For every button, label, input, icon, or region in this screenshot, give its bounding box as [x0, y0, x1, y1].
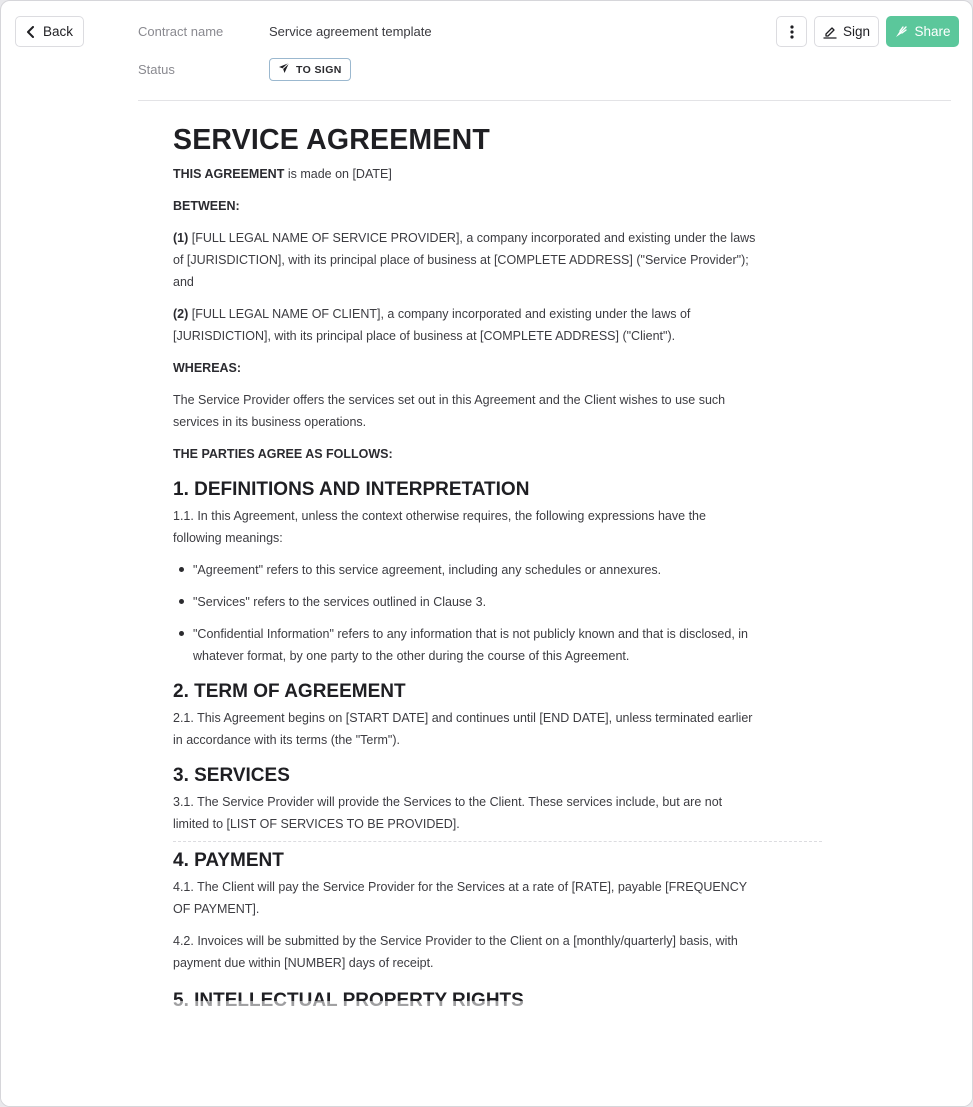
- party-2-paragraph: [173, 303, 758, 347]
- whereas-paragraph: The Service Provider offers the services set out in this Agreement and the Client wishes to use such services in its business operations.: [173, 393, 726, 429]
- list-item: "Confidential Information" refers to any information that is not publicly known and that is disclosed, in whatever format, by one party to the other during the course of this Agreement.: [173, 623, 758, 667]
- sign-label: Sign: [842, 24, 871, 39]
- section-2-title: 2. TERM OF AGREEMENT: [173, 681, 406, 702]
- section-4-title: 4. PAYMENT: [173, 850, 284, 871]
- between-label: BETWEEN:: [173, 199, 240, 213]
- page-break-divider: [173, 841, 822, 842]
- document-title: SERVICE AGREEMENT: [173, 124, 490, 156]
- intro-rest: is made on [DATE]: [284, 167, 392, 181]
- vertical-dots-icon: [790, 25, 794, 39]
- send-icon: [278, 62, 290, 77]
- chevron-left-icon: [26, 26, 36, 38]
- parties-agree-heading: [173, 443, 758, 465]
- sign-button[interactable]: [814, 16, 879, 47]
- list-item: "Agreement" refers to this service agreement, including any schedules or annexures.: [173, 559, 758, 581]
- section-4-paragraph-1: 4.1. The Client will pay the Service Provider for the Services at a rate of [RATE], payable [FREQUENCY OF PAYMENT].: [173, 880, 747, 916]
- party-1-text: [FULL LEGAL NAME OF SERVICE PROVIDER], a company incorporated and existing under the laws of [JURISDICTION], with its principal place of business at [COMPLETE ADDRESS] ("Service Provider"); and: [173, 231, 756, 289]
- contract-name-label: Contract name: [138, 24, 224, 39]
- party-2-text: [FULL LEGAL NAME OF CLIENT], a company incorporated and existing under the laws of [JURISDICTION], with its principal place of business at [COMPLETE ADDRESS] ("Client").: [173, 307, 691, 343]
- bottom-fade-overlay: [1, 1001, 972, 1106]
- status-label: Status: [138, 62, 175, 77]
- status-badge: [269, 58, 351, 81]
- share-icon: [894, 25, 908, 39]
- share-label: Share: [914, 24, 951, 39]
- header-divider: [138, 100, 951, 101]
- share-button[interactable]: [886, 16, 959, 47]
- intro-bold: THIS AGREEMENT: [173, 167, 285, 181]
- section-3-paragraph: 3.1. The Service Provider will provide the Services to the Client. These services include, but are not limited to [LIST OF SERVICES TO BE PROVIDED].: [173, 795, 723, 831]
- parties-agree-label: THE PARTIES AGREE AS FOLLOWS:: [173, 447, 393, 461]
- list-item: "Services" refers to the services outlined in Clause 3.: [173, 591, 758, 613]
- section-2-paragraph: 2.1. This Agreement begins on [START DATE] and continues until [END DATE], unless terminated earlier in accordance with its terms (the "Term").: [173, 711, 753, 747]
- document-body: [173, 117, 758, 1016]
- whereas-heading: [173, 357, 758, 379]
- section-1-paragraph: 1.1. In this Agreement, unless the context otherwise requires, the following expressions have the following meanings:: [173, 509, 706, 545]
- contract-name-value[interactable]: Service agreement template: [269, 24, 432, 39]
- party-2-number: (2): [173, 307, 189, 321]
- party-1-paragraph: [173, 227, 758, 293]
- whereas-label: WHEREAS:: [173, 361, 242, 375]
- definitions-list: [173, 559, 758, 667]
- section-1-title: 1. DEFINITIONS AND INTERPRETATION: [173, 479, 530, 500]
- signature-icon: [823, 25, 837, 39]
- section-3-title: 3. SERVICES: [173, 765, 290, 786]
- intro-paragraph: [173, 163, 758, 185]
- back-label: Back: [42, 24, 73, 39]
- party-1-number: (1): [173, 231, 189, 245]
- section-4-paragraph-2: 4.2. Invoices will be submitted by the Service Provider to the Client on a [monthly/quarterly] basis, with payment due within [NUMBER] days of receipt.: [173, 934, 738, 970]
- status-badge-label: TO SIGN: [296, 63, 342, 76]
- more-options-button[interactable]: [776, 16, 807, 47]
- between-heading: [173, 195, 758, 217]
- back-button[interactable]: [15, 16, 84, 47]
